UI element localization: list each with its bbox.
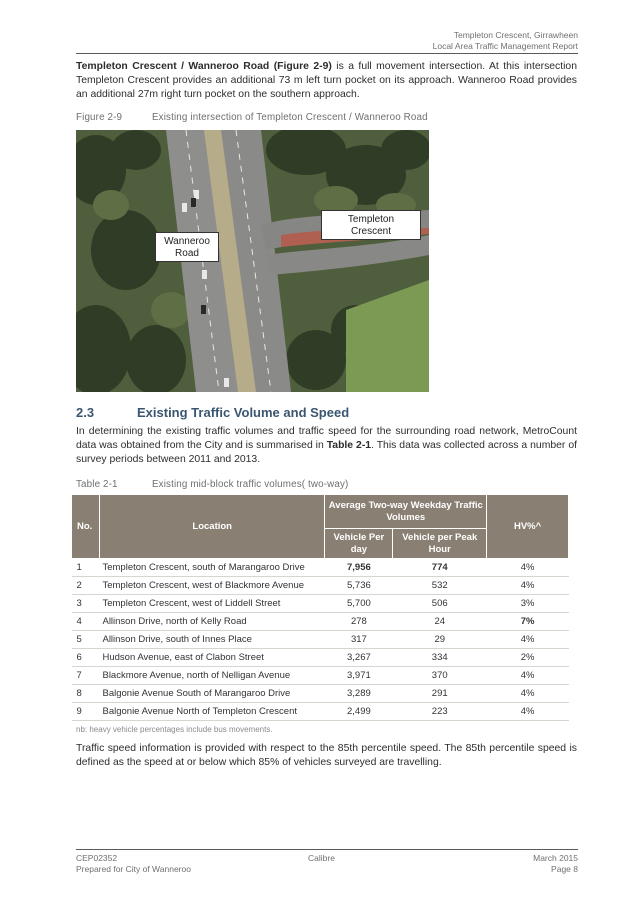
table-row <box>72 559 569 577</box>
cell-location: Templeton Crescent, west of Liddell Street <box>99 595 324 613</box>
cell-hv: 2% <box>487 649 569 667</box>
header-project: Templeton Crescent, Girrawheen <box>453 30 578 40</box>
table-row <box>72 667 569 685</box>
cell-peak: 291 <box>393 685 487 703</box>
aerial-photo <box>76 130 429 392</box>
label-wanneroo-road <box>155 232 219 262</box>
body-paragraph-1 <box>76 425 577 468</box>
cell-hv: 4% <box>487 631 569 649</box>
footer-date: March 2015 <box>533 853 578 863</box>
cell-location: Hudson Avenue, east of Clabon Street <box>99 649 324 667</box>
footer-prepared-for: Prepared for City of Wanneroo <box>76 864 191 874</box>
cell-peak: 370 <box>393 667 487 685</box>
p1-text-a: In determining the existing traffic volumes and traffic speed for the surrounding road network, MetroCount data was obtained from the City and is summarised in <box>76 426 577 452</box>
header-no: No. <box>72 495 100 559</box>
cell-day: 278 <box>325 613 393 631</box>
cell-hv: 3% <box>487 595 569 613</box>
header-hv: HV%^ <box>487 495 569 559</box>
cell-location: Allinson Drive, south of Innes Place <box>99 631 324 649</box>
running-header <box>433 30 578 52</box>
cell-peak: 223 <box>393 703 487 721</box>
label-templeton-line1: Templeton <box>347 214 395 225</box>
table-caption <box>76 479 348 490</box>
body-paragraph-2: Traffic speed information is provided with respect to the 85th percentile speed. The 85th percentile speed is defined as the speed at or below which 85% of vehicles surveyed are travelling. <box>76 743 577 769</box>
cell-hv: 4% <box>487 667 569 685</box>
section-heading <box>76 405 349 420</box>
cell-hv: 4% <box>487 703 569 721</box>
cell-no: 8 <box>72 685 100 703</box>
header-location: Location <box>99 495 324 559</box>
cell-day: 3,267 <box>325 649 393 667</box>
figure-number: Figure 2-9 <box>76 112 123 123</box>
table-title: Existing mid-block traffic volumes( two-way) <box>152 479 349 490</box>
footer-project-code: CEP02352 <box>76 853 118 863</box>
footer-company: Calibre <box>308 853 335 863</box>
cell-hv: 4% <box>487 577 569 595</box>
cell-location: Balgonie Avenue North of Templeton Crescent <box>99 703 324 721</box>
section-title: Existing Traffic Volume and Speed <box>137 405 350 420</box>
cell-peak: 774 <box>393 559 487 577</box>
intro-bold: Templeton Crescent / Wanneroo Road (Figure 2-9) <box>76 61 332 72</box>
cell-no: 7 <box>72 667 100 685</box>
footer-rule <box>76 849 578 850</box>
table-row <box>72 703 569 721</box>
table-row <box>72 631 569 649</box>
header-group: Average Two-way Weekday Traffic Volumes <box>325 495 487 529</box>
footer-center <box>308 853 335 864</box>
cell-peak: 29 <box>393 631 487 649</box>
cell-peak: 334 <box>393 649 487 667</box>
label-wanneroo-line1: Wanneroo <box>164 236 210 247</box>
cell-location: Allinson Drive, north of Kelly Road <box>99 613 324 631</box>
p1-text-b: . This data was collected across a number of survey periods between 2011 and 2013. <box>76 440 577 466</box>
traffic-volume-table <box>71 494 569 721</box>
cell-location: Blackmore Avenue, north of Nelligan Avenue <box>99 667 324 685</box>
cell-peak: 24 <box>393 613 487 631</box>
cell-location: Templeton Crescent, west of Blackmore Avenue <box>99 577 324 595</box>
cell-day: 2,499 <box>325 703 393 721</box>
cell-no: 9 <box>72 703 100 721</box>
figure-caption <box>76 112 428 123</box>
cell-peak: 532 <box>393 577 487 595</box>
table-row <box>72 595 569 613</box>
label-templeton-line2: Crescent <box>350 226 391 237</box>
cell-no: 2 <box>72 577 100 595</box>
intro-paragraph <box>76 60 577 103</box>
cell-no: 5 <box>72 631 100 649</box>
table-row <box>72 613 569 631</box>
cell-location: Balgonie Avenue South of Marangaroo Drive <box>99 685 324 703</box>
cell-hv: 4% <box>487 559 569 577</box>
footer-right <box>533 853 578 875</box>
cell-location: Templeton Crescent, south of Marangaroo Drive <box>99 559 324 577</box>
header-per-peak: Vehicle per Peak Hour <box>393 529 487 559</box>
label-templeton-crescent <box>321 210 421 240</box>
header-report: Local Area Traffic Management Report <box>432 41 578 51</box>
cell-no: 4 <box>72 613 100 631</box>
cell-day: 7,956 <box>325 559 393 577</box>
header-per-day: Vehicle Per day <box>325 529 393 559</box>
cell-hv: 4% <box>487 685 569 703</box>
footer-page-number: Page 8 <box>551 864 578 874</box>
header-rule <box>76 53 578 54</box>
aerial-map-graphic <box>76 130 429 392</box>
footer-left <box>76 853 191 875</box>
cell-day: 5,700 <box>325 595 393 613</box>
table-number: Table 2-1 <box>76 479 118 490</box>
section-number: 2.3 <box>76 405 95 420</box>
figure-title: Existing intersection of Templeton Crescent / Wanneroo Road <box>152 112 428 123</box>
cell-no: 6 <box>72 649 100 667</box>
cell-day: 317 <box>325 631 393 649</box>
cell-no: 3 <box>72 595 100 613</box>
cell-hv: 7% <box>487 613 569 631</box>
table-row <box>72 685 569 703</box>
table-note: nb: heavy vehicle percentages include bus movements. <box>76 725 273 734</box>
p1-table-ref: Table 2-1 <box>326 440 372 452</box>
cell-day: 3,289 <box>325 685 393 703</box>
label-wanneroo-line2: Road <box>175 248 199 259</box>
table-row <box>72 577 569 595</box>
cell-day: 5,736 <box>325 577 393 595</box>
cell-no: 1 <box>72 559 100 577</box>
cell-day: 3,971 <box>325 667 393 685</box>
cell-peak: 506 <box>393 595 487 613</box>
table-row <box>72 649 569 667</box>
intro-text: is a full movement intersection. At this intersection Templeton Crescent provides an additional 73 m left turn pocket on its approach. Wanneroo Road provides an additional 27m right turn pocket on the southern approach. <box>76 61 577 101</box>
